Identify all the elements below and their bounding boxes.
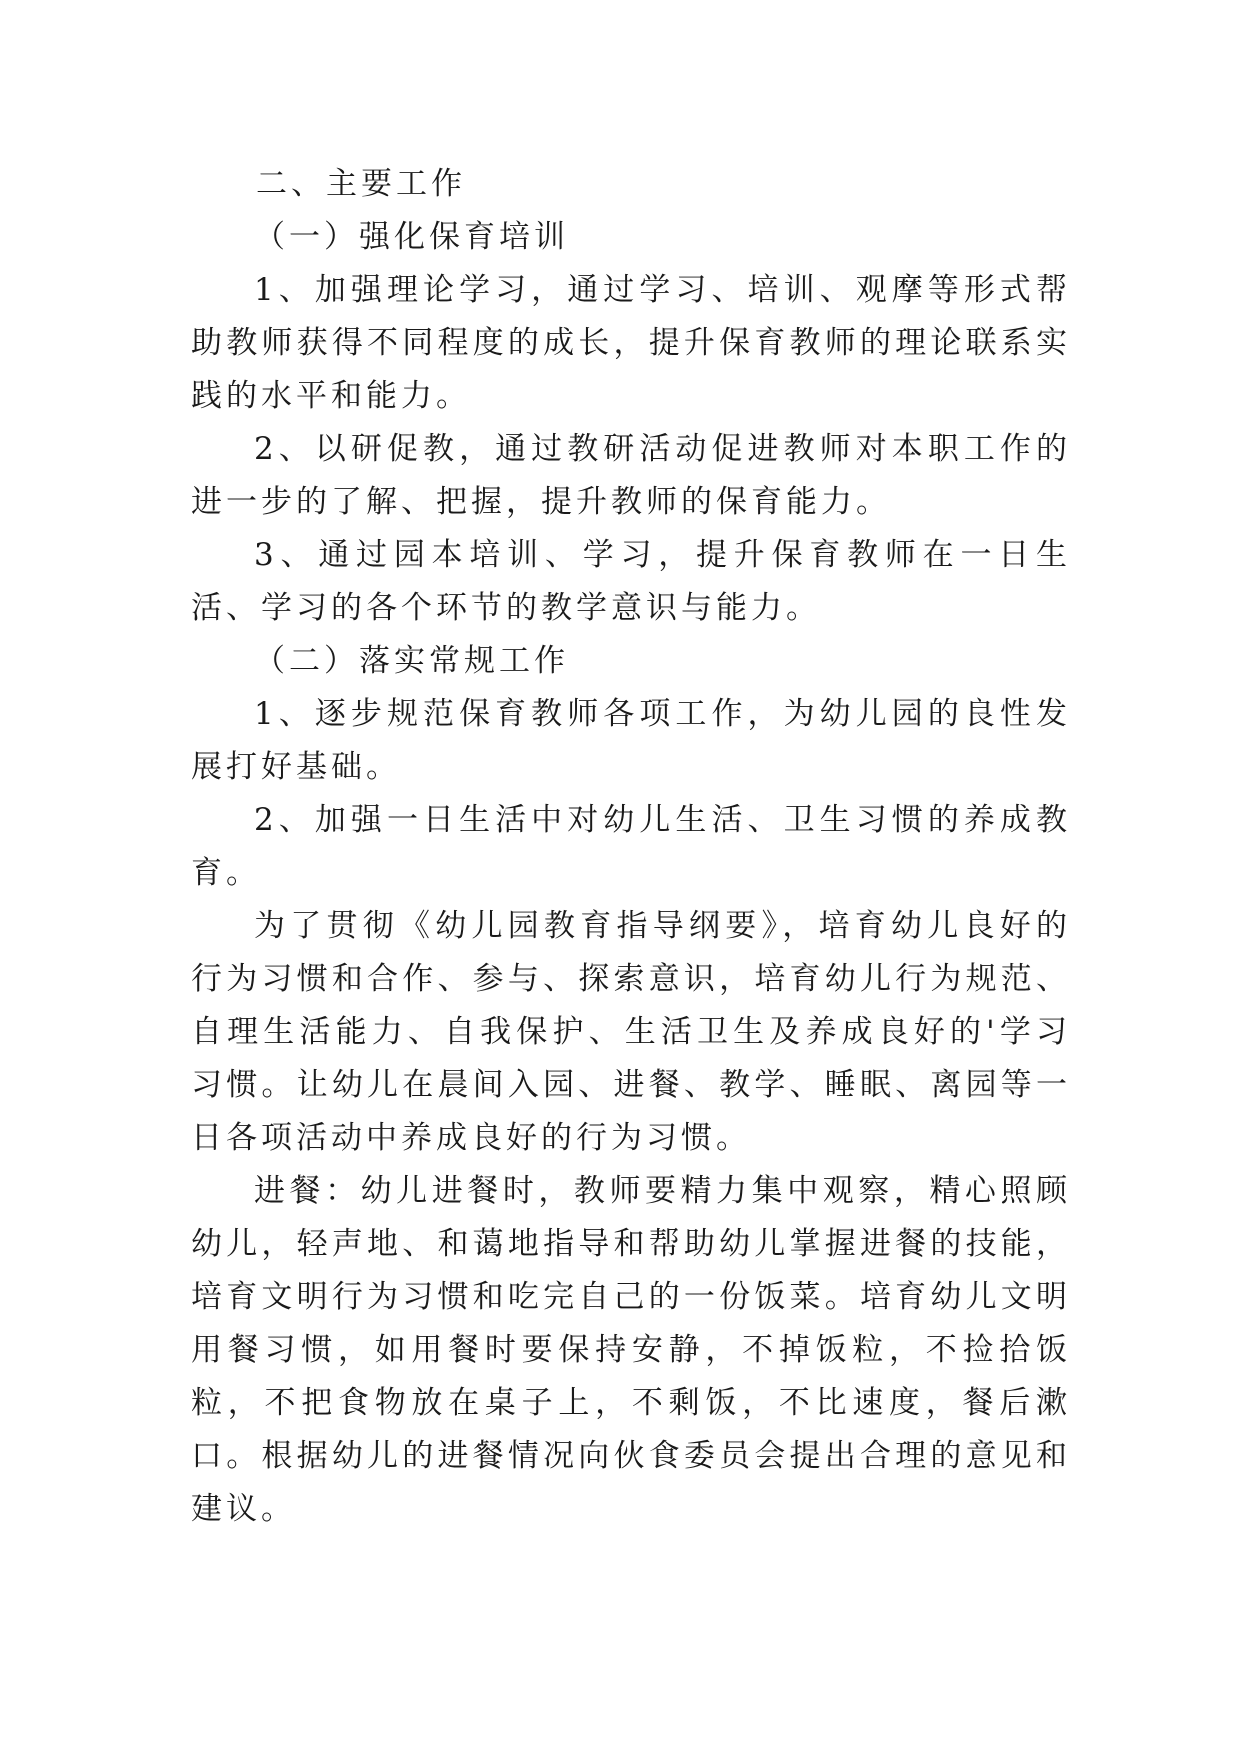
paragraph-standardize-work: 1、逐步规范保育教师各项工作，为幼儿园的良性发展打好基础。 xyxy=(191,696,1071,785)
paragraph-teaching-research: 2、以研促教，通过教研活动促进教师对本职工作的进一步的了解、把握，提升教师的保育能力。 xyxy=(191,431,1071,520)
paragraph-theory-study: 1、加强理论学习，通过学习、培训、观摩等形式帮助教师获得不同程度的成长，提升保育教师的理论联系实践的水平和能力。 xyxy=(191,272,1071,414)
document-body xyxy=(191,158,1071,1536)
paragraph-guideline: 为了贯彻《幼儿园教育指导纲要》，培育幼儿良好的行为习惯和合作、参与、探索意识，培育幼儿行为规范、自理生活能力、自我保护、生活卫生及养成良好的'学习习惯。让幼儿在晨间入园、进餐、教学、睡眠、离园等一日各项活动中养成良好的行为习惯。 xyxy=(191,908,1071,1156)
subsection-title-training: （一）强化保育培训 xyxy=(254,219,569,255)
paragraph-school-training: 3、通过园本培训、学习，提升保育教师在一日生活、学习的各个环节的教学意识与能力。 xyxy=(191,537,1071,626)
subsection-title-routine: （二）落实常规工作 xyxy=(254,643,569,679)
paragraph-meals: 进餐：幼儿进餐时，教师要精力集中观察，精心照顾幼儿，轻声地、和蔼地指导和帮助幼儿掌握进餐的技能，培育文明行为习惯和吃完自己的一份饭菜。培育幼儿文明用餐习惯，如用餐时要保持安静，不掉饭粒，不捡拾饭粒，不把食物放在桌子上，不剩饭，不比速度，餐后漱口。根据幼儿的进餐情况向伙食委员会提出合理的意见和建议。 xyxy=(191,1173,1071,1527)
section-heading: 二、主要工作 xyxy=(256,166,466,202)
paragraph-daily-habits: 2、加强一日生活中对幼儿生活、卫生习惯的养成教育。 xyxy=(191,802,1071,891)
